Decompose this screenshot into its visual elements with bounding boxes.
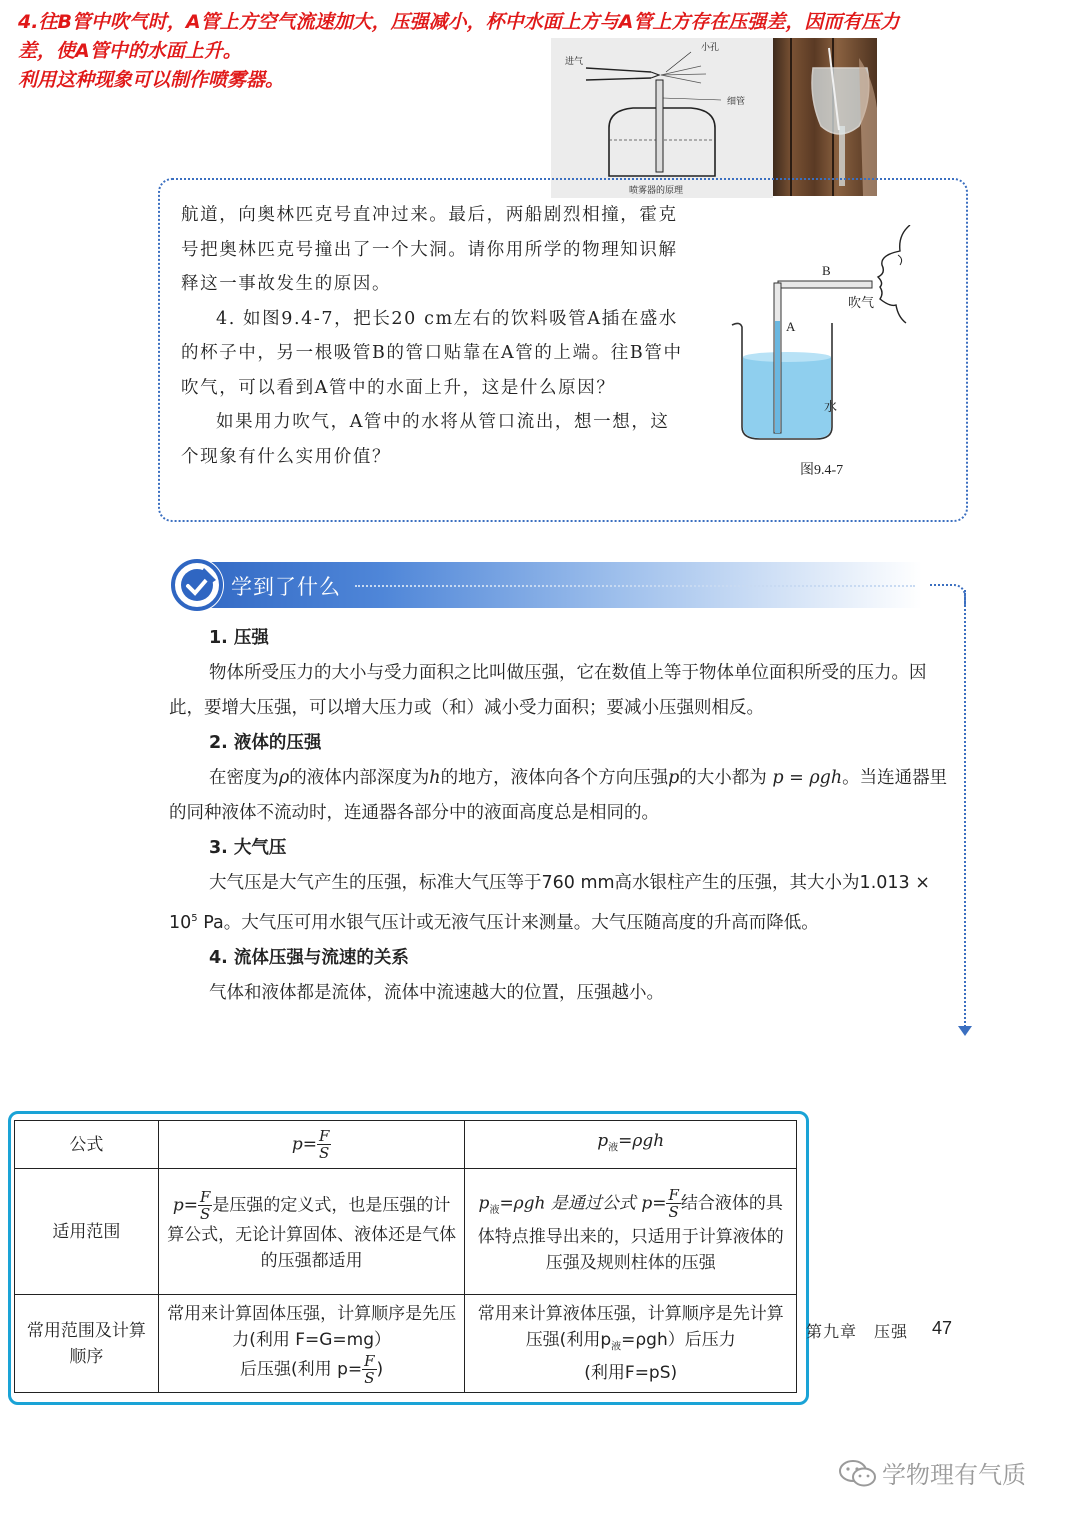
fraction-f-over-s <box>198 1189 212 1222</box>
experiment-photo <box>773 38 877 196</box>
r1c2-text: 结合液体的具体特点推导出来的，只适用于计算液体的压强及规则柱体的压强 <box>477 1193 784 1273</box>
figure-drawing <box>720 225 945 455</box>
table-row2-label: 常用范围及计算顺序 <box>15 1295 159 1393</box>
s3-text-b: Pa。大气压可用水银气压计或无液气压计来测量。大气压随高度的升高而降低。 <box>197 912 819 933</box>
s2-text-c: 的地方，液体向各个方向压强 <box>440 768 669 788</box>
summary-heading-1: 1. 压强 <box>209 628 269 648</box>
dotted-right-line <box>964 590 966 1030</box>
summary-title: 学到了什么 <box>231 575 341 599</box>
figure-caption: 图9.4-7 <box>800 463 844 478</box>
r1c1-text: 是压强的定义式，也是压强的计算公式，无论计算固体、液体还是气体的压强都适用 <box>167 1195 457 1271</box>
s2-rho: ρ <box>279 768 290 788</box>
col2-p: p <box>597 1130 609 1151</box>
summary-text-3 <box>169 866 959 941</box>
frac-num: F <box>668 1186 679 1205</box>
r2c1-a: 常用来计算固体压强，计算顺序是先压力(利用 F=G=mg） <box>167 1304 457 1350</box>
col2-rest: =ρgh <box>618 1130 665 1151</box>
figure-label-b: B <box>822 263 831 278</box>
pencil-check-icon <box>170 558 224 612</box>
figure-label-blow: 吹气 <box>848 296 875 311</box>
table-row1-col2 <box>465 1169 797 1295</box>
exercise-para-1: 航道，向奥林匹克号直冲过来。最后，两船剧烈相撞，霍克号把奥林匹克号撞出了一个大洞。请你用所学的物理知识解释这一事故发生的原因。 <box>181 205 678 294</box>
experiment-photo-drawing <box>773 38 877 196</box>
atomizer-label-inlet: 进气 <box>565 57 584 67</box>
s2-p: p <box>668 768 680 788</box>
summary-text-2 <box>169 761 959 831</box>
annotation-line-2: 差，使A管中的水面上升。 <box>18 40 242 62</box>
watermark-text: 学物理有气质 <box>882 1461 1026 1489</box>
summary-content <box>169 621 959 1011</box>
r2c2-sub: 液 <box>611 1341 622 1353</box>
r1c2-sub: 液 <box>489 1204 500 1216</box>
frac-num: F <box>364 1352 375 1370</box>
s2-formula: p = ρgh <box>772 768 843 788</box>
s2-text-b: 的液体内部深度为 <box>289 768 430 788</box>
formula-table <box>14 1120 797 1393</box>
table-row1-label: 适用范围 <box>15 1169 159 1295</box>
s2-h: h <box>429 768 441 788</box>
handwritten-annotation <box>18 8 1068 95</box>
table-row1-col1 <box>158 1169 465 1295</box>
atomizer-diagram <box>551 38 773 198</box>
exercise-para-3: 如果用力吹气，A管中的水将从管口流出，想一想，这个现象有什么实用价值？ <box>181 412 670 467</box>
arrow-down-icon <box>958 1026 972 1036</box>
figure-label-water: 水 <box>824 400 838 415</box>
fraction-f-over-s <box>362 1353 376 1386</box>
frac-num: F <box>318 1127 330 1145</box>
col2-sub: 液 <box>608 1142 619 1154</box>
frac-den: S <box>319 1144 330 1162</box>
atomizer-drawing <box>551 38 773 198</box>
exercise-para-2: 4. 如图9.4-7，把长20 cm左右的饮料吸管A插在盛水的杯子中，另一根吸管B的管口贴靠在A管的上端。往B管中吹气，可以看到A管中的水面上升，这是什么原因？ <box>181 308 683 398</box>
banner-dotted-line <box>355 585 915 587</box>
fraction-f-over-s <box>317 1128 331 1161</box>
chapter-label: 第九章 压强 <box>806 1322 909 1341</box>
dotted-corner <box>930 584 966 606</box>
r1c1-pre: p= <box>172 1195 198 1216</box>
r2c1-c: ) <box>376 1359 384 1380</box>
s2-text-d: 的大小都为 <box>679 768 773 788</box>
table-row2-col2 <box>465 1295 797 1393</box>
table-row <box>15 1121 797 1169</box>
r2c1-b: 后压强(利用 p= <box>240 1359 363 1380</box>
summary-text-1: 物体所受压力的大小与受力面积之比叫做压强，它在数值上等于物体单位面积所受的压力。因此，要增大压强，可以增大压力或（和）减小受力面积；要减小压强则相反。 <box>169 663 927 718</box>
s3-text-a: 大气压是大气产生的压强，标准大气压等于760 mm高水银柱产生的压强，其大小为1.013 × 10 <box>169 873 930 933</box>
summary-heading-4: 4. 流体压强与流速的关系 <box>209 947 409 968</box>
annotation-line-3: 利用这种现象可以制作喷雾器。 <box>18 69 285 91</box>
atomizer-caption: 喷雾器的原理 <box>629 186 684 196</box>
figure-label-a: A <box>786 319 796 334</box>
atomizer-label-tube: 细管 <box>727 97 746 107</box>
table-header-formula-2 <box>465 1121 797 1169</box>
frac-num: F <box>199 1188 211 1206</box>
summary-text-4: 气体和液体都是流体，流体中流速越大的位置，压强越小。 <box>209 982 664 1003</box>
annotation-line-1: 4.往B管中吹气时，A管上方空气流速加大，压强减小，杯中水面上方与A管上方存在压强差，因而有压力 <box>18 11 900 33</box>
frac-den: S <box>364 1369 375 1387</box>
summary-badge-icon <box>170 558 224 612</box>
figure-9-4-7 <box>720 225 945 495</box>
frac-den: S <box>668 1203 679 1222</box>
table-row2-col1 <box>158 1295 465 1393</box>
s3-exponent: 5 <box>191 913 198 924</box>
table-header-formula-1 <box>158 1121 465 1169</box>
wechat-icon <box>838 1458 878 1490</box>
page-number: 47 <box>932 1318 953 1338</box>
r2c2-b: =ρgh）后压力 <box>621 1329 736 1350</box>
s2-text-a: 在密度为 <box>209 768 279 788</box>
r1c2-mid: =ρgh 是通过公式 p= <box>499 1193 667 1214</box>
exercise-text <box>181 198 686 474</box>
summary-heading-2: 2. 液体的压强 <box>209 733 322 753</box>
table-header-label: 公式 <box>15 1121 159 1169</box>
r2c2-a: 常用来计算液体压强，计算顺序是先计算压强(利用p <box>477 1303 784 1350</box>
r1c2-pre: p <box>478 1193 490 1214</box>
s2-text-e: 。当连通器里的同种液体不流动时，连通器各部分中的液面高度总是相同的。 <box>169 768 948 823</box>
summary-heading-3: 3. 大气压 <box>209 838 287 858</box>
atomizer-label-hole: 小孔 <box>701 43 720 53</box>
fraction-f-over-s <box>666 1187 680 1220</box>
col1-p: p= <box>291 1134 317 1155</box>
table-row <box>15 1295 797 1393</box>
r2c2-c: (利用F=pS) <box>584 1363 678 1384</box>
table-row <box>15 1169 797 1295</box>
frac-den: S <box>200 1205 211 1223</box>
